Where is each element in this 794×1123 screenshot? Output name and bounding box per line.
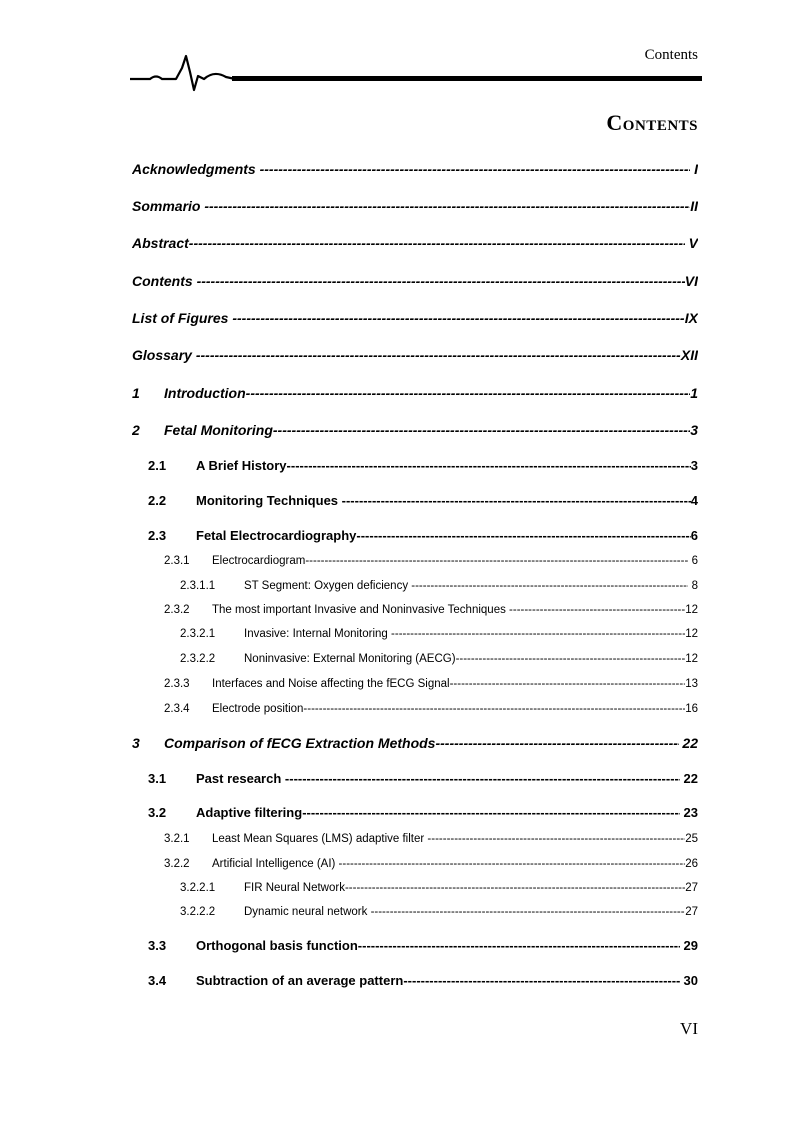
toc-entry-number: 1 [132, 385, 140, 401]
toc-entry[interactable] [132, 160, 698, 178]
page-title: Contents [606, 110, 698, 135]
toc-entry[interactable] [148, 527, 698, 545]
toc-entry-label: Fetal Monitoring [164, 422, 273, 438]
toc-entry-label: The most important Invasive and Noninvasive Techniques [212, 604, 510, 616]
toc-entry-label: Artificial Intelligence (AI) [212, 858, 339, 870]
toc-entry-leader [371, 903, 686, 921]
toc-entry-number: 2.3.2.2 [180, 653, 216, 665]
toc-entry-label: Adaptive filtering [196, 805, 303, 820]
toc-entry-page: 13 [685, 678, 698, 690]
toc-entry-label: Electrode position [212, 703, 304, 715]
toc-entry-page: 22 [678, 735, 698, 751]
toc-entry-label: Fetal Electrocardiography [196, 528, 357, 543]
toc-entry-page: 3 [690, 458, 698, 473]
toc-entry-label: FIR Neural Network [244, 882, 345, 894]
toc-entry[interactable] [148, 492, 698, 510]
toc-entry[interactable] [180, 577, 698, 595]
toc-entry[interactable] [132, 384, 698, 402]
toc-entry-leader [303, 700, 685, 718]
toc-entry[interactable] [180, 903, 698, 921]
toc-entry-leader [339, 855, 686, 873]
toc-entry[interactable] [132, 272, 698, 290]
toc-entry-page: I [690, 161, 698, 177]
toc-entry-label: Interfaces and Noise affecting the fECG Signal [212, 678, 450, 690]
toc-entry[interactable] [164, 700, 698, 718]
ecg-waveform-icon [130, 56, 702, 90]
toc-entry-page: 22 [679, 771, 698, 786]
toc-entry[interactable] [164, 675, 698, 693]
toc-entry-number: 2.3.3 [164, 678, 190, 690]
toc-entry-leader [358, 937, 680, 955]
toc-entry-page: 12 [685, 604, 698, 616]
toc-entry-label: Past research [196, 771, 285, 786]
toc-entry-page: 6 [690, 528, 698, 543]
toc-entry-page: 25 [685, 833, 698, 845]
toc-entry-page: 12 [685, 653, 698, 665]
toc-entry-leader [411, 577, 688, 595]
ecg-header-rule [130, 50, 702, 95]
toc-entry-leader [450, 675, 686, 693]
toc-entry-label: Least Mean Squares (LMS) adaptive filter [212, 833, 428, 845]
toc-entry-page: 27 [685, 906, 698, 918]
toc-entry-number: 3.2.1 [164, 833, 190, 845]
toc-entry-number: 3.1 [148, 771, 167, 786]
toc-entry-leader [302, 804, 680, 822]
toc-entry-label: Invasive: Internal Monitoring [244, 628, 392, 640]
toc-entry[interactable] [148, 804, 698, 822]
toc-entry-leader [403, 972, 680, 990]
toc-entry-page: 8 [688, 580, 698, 592]
toc-entry[interactable] [148, 937, 698, 955]
toc-entry-leader [342, 492, 691, 510]
toc-entry[interactable] [164, 855, 698, 873]
toc-entry[interactable] [180, 625, 698, 643]
toc-entry-page: 27 [685, 882, 698, 894]
toc-entry-page: 6 [688, 555, 698, 567]
toc-entry-leader [435, 734, 678, 752]
toc-entry-page: VI [684, 273, 698, 289]
toc-entry-number: 3.2.2.2 [180, 906, 216, 918]
toc-entry-page: 12 [685, 628, 698, 640]
toc-entry-number: 2.3.2 [164, 604, 190, 616]
toc-entry-leader [427, 830, 685, 848]
toc-entry[interactable] [132, 421, 698, 439]
toc-entry-label: List of Figures [132, 310, 233, 326]
toc-entry-number: 2.3.1 [164, 555, 190, 567]
toc-entry-number: 3 [132, 735, 140, 751]
toc-entry[interactable] [180, 879, 698, 897]
toc-entry-label: A Brief History [196, 458, 287, 473]
toc-entry-number: 2 [132, 422, 140, 438]
toc-entry[interactable] [132, 346, 698, 364]
toc-entry[interactable] [132, 734, 698, 752]
toc-entry[interactable] [148, 770, 698, 788]
toc-entry[interactable] [148, 457, 698, 475]
toc-entry-leader [260, 160, 691, 178]
toc-entry-number: 3.2 [148, 805, 167, 820]
toc-entry[interactable] [164, 601, 698, 619]
toc-entry-leader [285, 770, 680, 788]
toc-entry-number: 2.1 [148, 458, 167, 473]
toc-entry-page: II [690, 198, 698, 214]
toc-entry-number: 2.2 [148, 493, 167, 508]
header-thick-rule [232, 76, 702, 81]
toc-entry-leader [246, 384, 691, 402]
toc-entry-leader [232, 309, 684, 327]
toc-entry-page: 23 [679, 805, 698, 820]
toc-entry-leader [196, 346, 681, 364]
toc-entry-page: 3 [690, 422, 698, 438]
toc-entry-label: Monitoring Techniques [196, 493, 342, 508]
toc-entry-number: 2.3.1.1 [180, 580, 216, 592]
toc-entry-leader [356, 527, 690, 545]
toc-entry[interactable] [132, 234, 698, 252]
toc-entry-label: Introduction [164, 385, 246, 401]
toc-entry-page: XII [680, 347, 698, 363]
toc-entry-page: V [684, 235, 698, 251]
toc-entry-label: Comparison of fECG Extraction Methods [164, 735, 436, 751]
toc-entry-number: 3.2.2 [164, 858, 190, 870]
toc-entry-page: 16 [685, 703, 698, 715]
toc-entry-label: Dynamic neural network [244, 906, 371, 918]
toc-entry-leader [197, 272, 685, 290]
running-header: Contents [644, 47, 698, 63]
toc-entry-number: 2.3 [148, 528, 167, 543]
toc-entry[interactable] [132, 197, 698, 215]
toc-entry-leader [273, 421, 690, 439]
toc-entry[interactable] [132, 309, 698, 327]
toc-entry-label: Subtraction of an average pattern [196, 973, 404, 988]
toc-entry[interactable] [180, 650, 698, 668]
toc-entry-leader [345, 879, 685, 897]
toc-entry-leader [204, 197, 690, 215]
toc-entry-leader [456, 650, 686, 668]
toc-entry-leader [509, 601, 685, 619]
toc-entry-page: 1 [690, 385, 698, 401]
toc-entry-page: IX [684, 310, 698, 326]
toc-entry-leader [189, 234, 685, 252]
toc-entry-label: Abstract [132, 235, 189, 251]
toc-entry-label: ST Segment: Oxygen deficiency [244, 580, 412, 592]
toc-entry-label: Glossary [132, 347, 196, 363]
toc-entry-page: 4 [690, 493, 698, 508]
toc-entry-number: 3.3 [148, 938, 167, 953]
toc-entry-page: 29 [679, 938, 698, 953]
toc-entry-page: 30 [679, 973, 698, 988]
toc-entry-label: Sommario [132, 198, 205, 214]
toc-entry-leader [287, 457, 691, 475]
toc-entry-page: 26 [685, 858, 698, 870]
toc-entry-label: Noninvasive: External Monitoring (AECG) [244, 653, 456, 665]
toc-entry-number: 2.3.2.1 [180, 628, 216, 640]
toc-entry-leader [305, 552, 688, 570]
toc-entry-label: Acknowledgments [132, 161, 260, 177]
toc-entry-number: 3.2.2.1 [180, 882, 216, 894]
toc-entry[interactable] [148, 972, 698, 990]
toc-entry-label: Contents [132, 273, 197, 289]
toc-entry[interactable] [164, 552, 698, 570]
toc-entry-label: Orthogonal basis function [196, 938, 358, 953]
toc-entry[interactable] [164, 830, 698, 848]
toc-entry-number: 2.3.4 [164, 703, 190, 715]
toc-entry-number: 3.4 [148, 973, 167, 988]
toc-entry-leader [391, 625, 685, 643]
toc-entry-label: Electrocardiogram [212, 555, 306, 567]
page-number: VI [680, 1019, 698, 1038]
